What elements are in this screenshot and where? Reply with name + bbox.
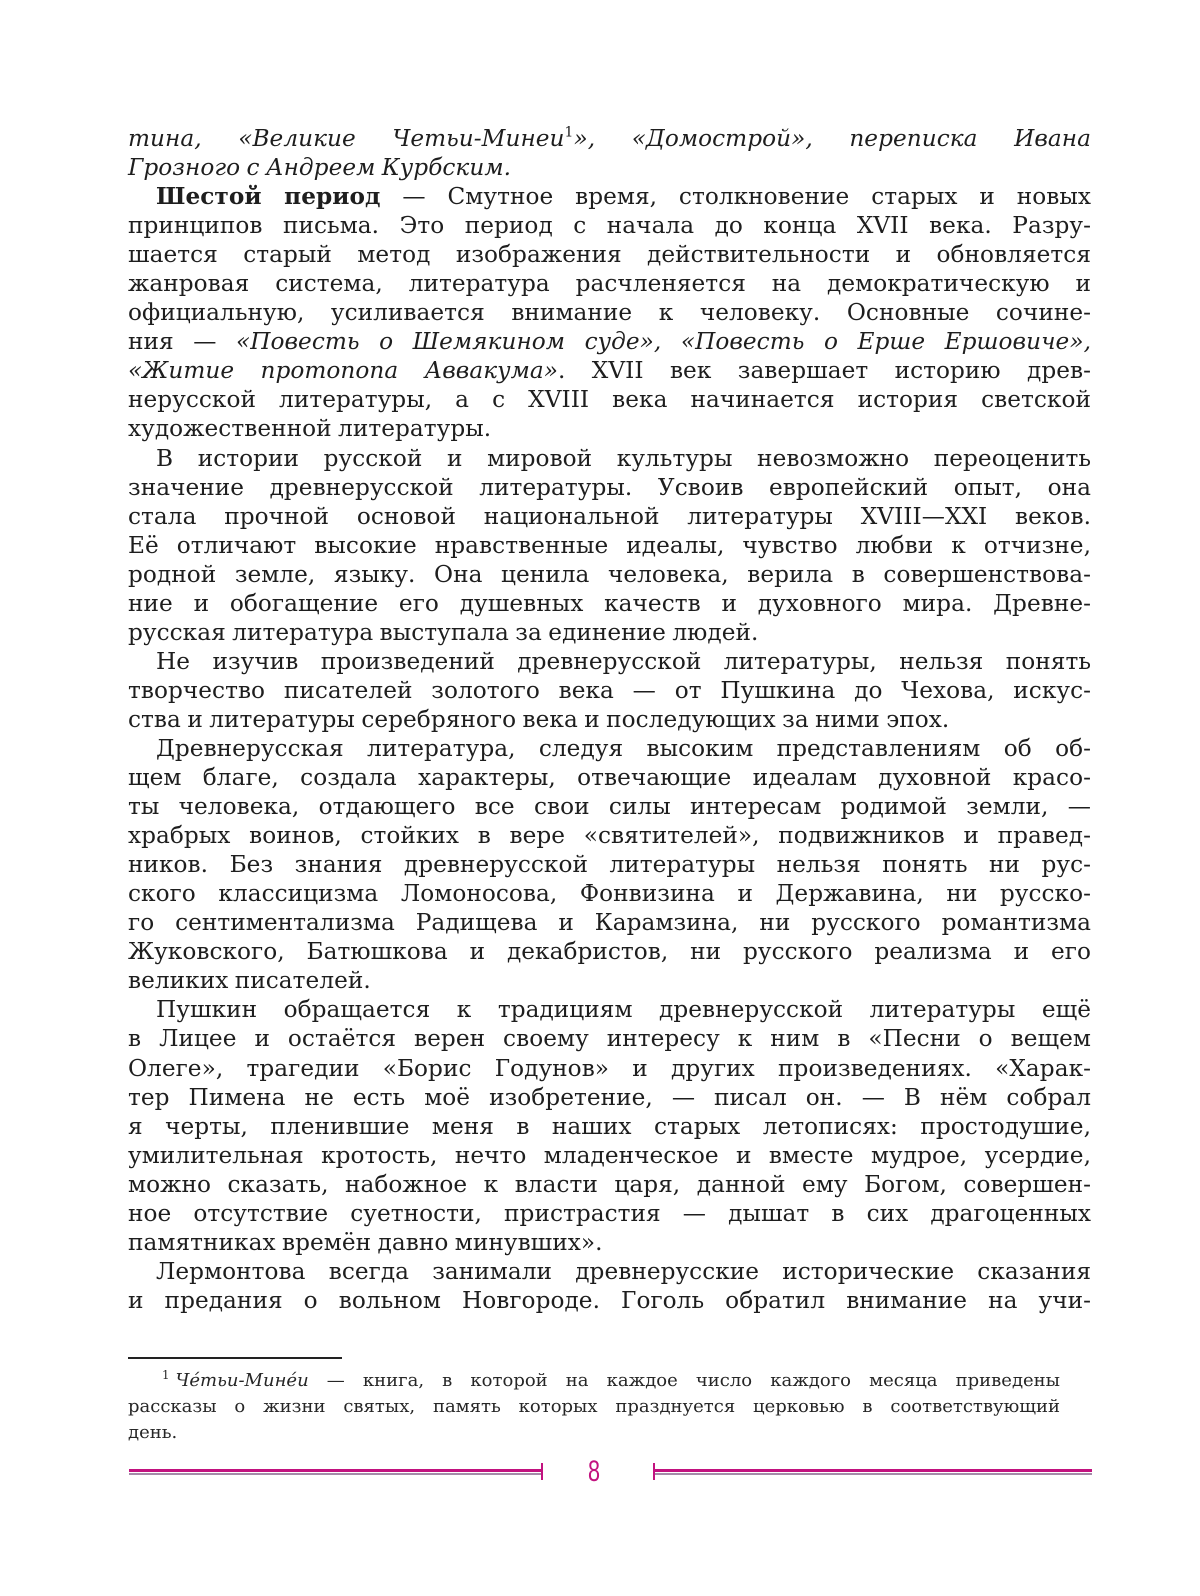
text-run: ное отсутствие суетности, пристрастия — дышат в сих драгоценных	[128, 1199, 1091, 1227]
text-run: в Лицее и остаётся верен своему интересу к ним в «Песни о вещем	[128, 1025, 1091, 1053]
text-line	[128, 1170, 1091, 1199]
text-run: го сентиментализма Радищева и Карамзина, ни русского романтизма	[128, 909, 1091, 937]
text-run: умилительная кротость, нечто младенческое и вместе мудрое, усердие,	[128, 1141, 1091, 1169]
text-run: можно сказать, набожное к власти царя, данной ему Богом, совершен-	[128, 1170, 1091, 1198]
footnote	[128, 1368, 1060, 1446]
text-line	[128, 763, 1091, 792]
text-run: памятниках времён давно минувших».	[128, 1228, 603, 1256]
text-run: Пушкин обращается к традициям древнерусской литературы ещё	[156, 996, 1091, 1024]
text-run: художественной литературы.	[128, 415, 492, 443]
italic-title: тина, «Великие Четьи-Минеи	[128, 125, 565, 152]
text-run: ников. Без знания древнерусской литературы нельзя понять ни рус-	[128, 851, 1091, 879]
footnote-line	[128, 1420, 1060, 1446]
footnote-line	[128, 1394, 1060, 1420]
text-run: родной земле, языку. Она ценила человека, верила в совершенствова-	[128, 560, 1091, 588]
text-run: Олеге», трагедии «Борис Годунов» и других произведениях. «Харак-	[128, 1054, 1091, 1082]
text-line	[128, 879, 1091, 908]
text-line	[128, 298, 1091, 327]
footnote-separator	[128, 1357, 342, 1359]
text-line	[128, 560, 1091, 589]
page-number: 8	[587, 1455, 601, 1488]
text-line	[128, 589, 1091, 618]
text-run: . XVII век завершает историю древ-	[558, 357, 1092, 385]
text-line	[128, 850, 1091, 879]
text-line	[128, 327, 1091, 356]
text-run: тер Пимена не есть моё изобретение, — писал он. — В нём собрал	[128, 1083, 1091, 1111]
text-line	[128, 502, 1091, 531]
text-line	[128, 153, 1091, 182]
text-line	[128, 676, 1091, 705]
text-run: В истории русской и мировой культуры невозможно переоценить	[156, 444, 1091, 472]
footer-rule-left	[129, 1469, 542, 1475]
text-run: ние и обогащение его душевных качеств и духовного мира. Древне-	[128, 589, 1091, 617]
text-run: храбрых воинов, стойких в вере «святителей», подвижников и правед-	[128, 822, 1091, 850]
text-run: творчество писателей золотого века — от Пушкина до Чехова, искус-	[128, 676, 1091, 704]
text-run: стала прочной основой национальной литературы XVIII—XXI веков.	[128, 502, 1091, 530]
text-run: щем благе, создала характеры, отвечающие идеалам духовной красо-	[128, 764, 1091, 792]
text-line	[128, 647, 1091, 676]
text-line	[128, 211, 1091, 240]
text-line	[128, 908, 1091, 937]
italic-title: », «Домострой», переписка Ивана	[573, 125, 1091, 152]
text-line	[128, 1024, 1091, 1053]
italic-title: Че́тьи-Мине́и	[175, 1370, 309, 1391]
text-line	[128, 618, 1091, 647]
text-line	[128, 269, 1091, 298]
text-run: Жуковского, Батюшкова и декабристов, ни русского реализма и его	[128, 938, 1091, 966]
italic-title: «Повесть о Шемякином суде», «Повесть о Ерше Ершовиче»,	[235, 328, 1091, 356]
text-line	[128, 1083, 1091, 1112]
text-run: шается старый метод изображения действительности и обновляется	[128, 241, 1091, 269]
text-line	[128, 1199, 1091, 1228]
text-line	[128, 414, 1091, 443]
text-run: Лермонтова всегда занимали древнерусские исторические сказания	[156, 1257, 1091, 1285]
text-run: — книга, в которой на каждое число каждого месяца приведены	[308, 1370, 1060, 1391]
text-run: Древнерусская литература, следуя высоким представлениям об об-	[156, 734, 1091, 762]
text-line	[128, 385, 1091, 414]
text-line	[128, 995, 1091, 1024]
footnote-line	[128, 1368, 1060, 1394]
text-run: ты человека, отдающего все свои силы интересам родимой земли, —	[128, 793, 1091, 821]
main-text	[128, 124, 1091, 1315]
footnote-marker: 1	[564, 124, 574, 141]
text-run: ния —	[128, 328, 236, 356]
text-line	[128, 1054, 1091, 1083]
italic-title: Грозного с Андреем Курбским.	[128, 154, 512, 182]
text-run: великих писателей.	[128, 967, 371, 995]
text-line	[128, 444, 1091, 473]
text-run: русская литература выступала за единение людей.	[128, 618, 759, 646]
text-run: значение древнерусской литературы. Усвоив европейский опыт, она	[128, 473, 1091, 501]
text-run: рассказы о жизни святых, память которых празднуется церковью в соответствующий	[128, 1396, 1060, 1417]
text-line	[128, 356, 1091, 385]
italic-title: «Житие протопопа Аввакума»	[128, 357, 559, 385]
text-run: я черты, пленившие меня в наших старых летописях: простодушие,	[128, 1112, 1091, 1140]
text-line	[128, 966, 1091, 995]
text-line	[128, 1257, 1091, 1286]
text-run: Её отличают высокие нравственные идеалы, чувство любви к отчизне,	[128, 531, 1091, 559]
text-line	[128, 240, 1091, 269]
text-line	[128, 1228, 1091, 1257]
text-line	[128, 734, 1091, 763]
footer-rule-right	[654, 1469, 1092, 1475]
text-run: Не изучив произведений древнерусской литературы, нельзя понять	[156, 647, 1091, 675]
text-run: ского классицизма Ломоносова, Фонвизина и Державина, ни русско-	[128, 880, 1091, 908]
text-line	[128, 1112, 1091, 1141]
text-run: нерусской литературы, а с XVIII века начинается история светской	[128, 386, 1091, 414]
text-run: официальную, усиливается внимание к человеку. Основные сочине-	[128, 299, 1091, 327]
text-line	[128, 937, 1091, 966]
text-run: день.	[128, 1422, 178, 1443]
text-run: и предания о вольном Новгороде. Гоголь обратил внимание на учи-	[128, 1286, 1091, 1314]
bold-term: Шестой период	[156, 183, 381, 211]
text-line	[128, 124, 1091, 153]
text-line	[128, 473, 1091, 502]
text-line	[128, 1286, 1091, 1315]
text-run: ства и литературы серебряного века и последующих за ними эпох.	[128, 705, 950, 733]
text-run: — Смутное время, столкновение старых и новых	[380, 183, 1091, 211]
text-line	[128, 792, 1091, 821]
text-run: принципов письма. Это период с начала до конца XVII века. Разру-	[128, 212, 1091, 240]
text-line	[128, 1141, 1091, 1170]
text-line	[128, 821, 1091, 850]
text-run: жанровая система, литература расчленяется на демократическую и	[128, 270, 1091, 298]
text-line	[128, 531, 1091, 560]
text-line	[128, 705, 1091, 734]
text-line	[128, 182, 1091, 211]
footnote-marker: 1	[162, 1367, 170, 1382]
